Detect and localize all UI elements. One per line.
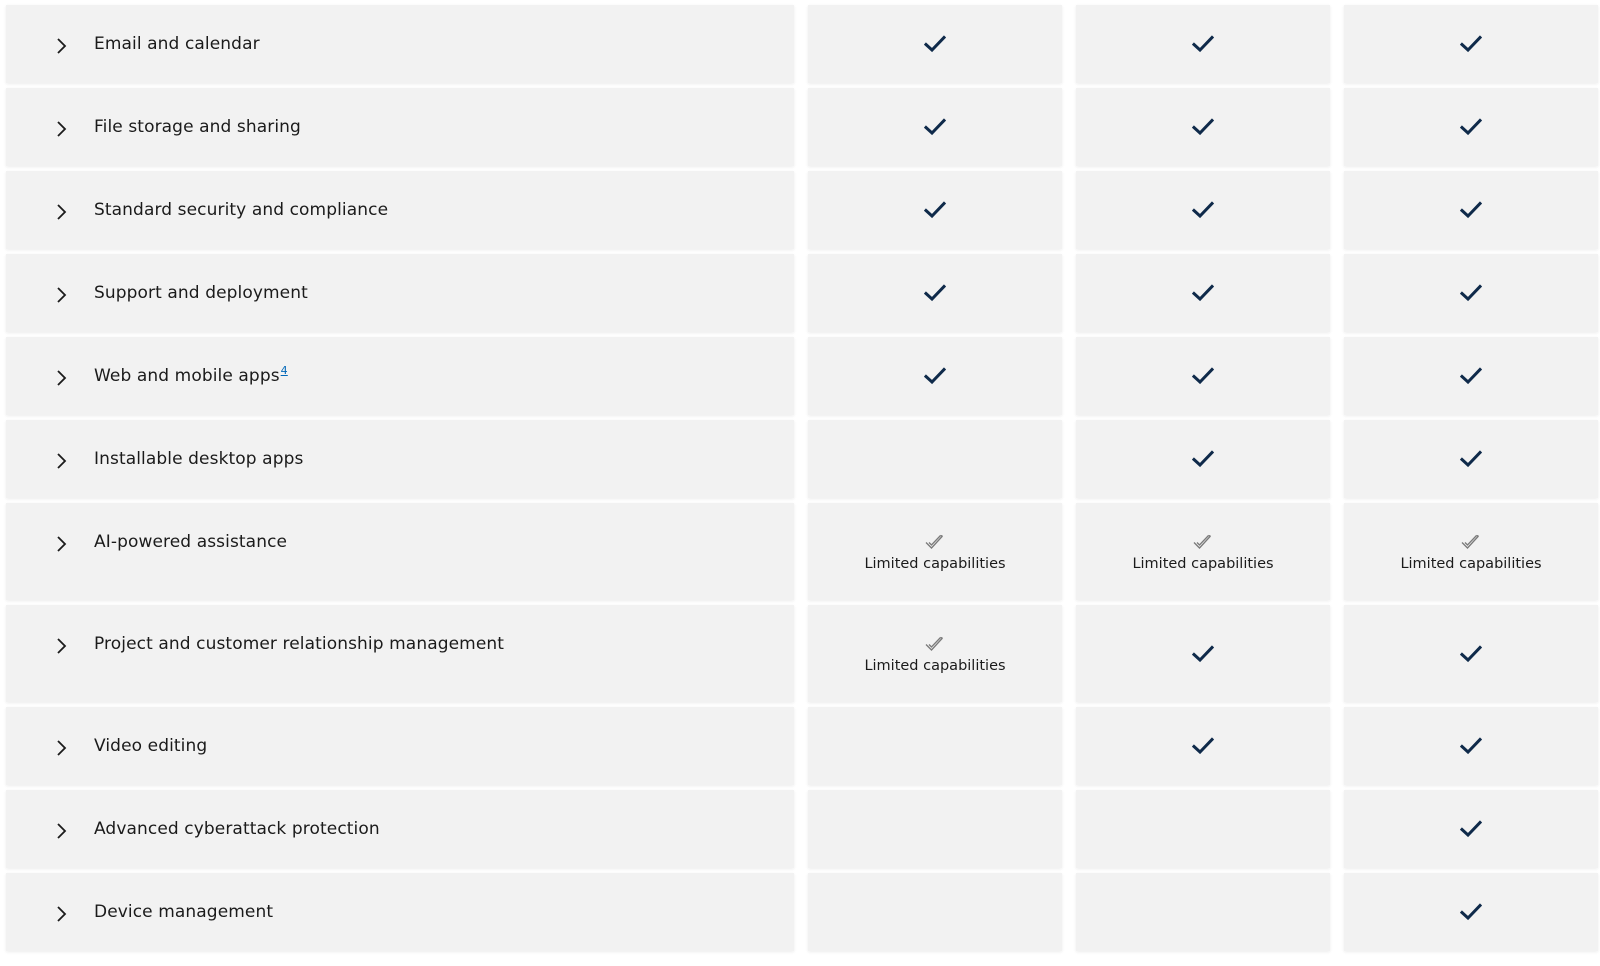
chevron-right-icon[interactable] — [52, 368, 72, 388]
feature-label — [94, 200, 388, 220]
feature-name: Web and mobile apps — [94, 366, 280, 386]
checkmark-icon — [1192, 645, 1214, 663]
feature-expander[interactable] — [6, 790, 794, 868]
feature-expander[interactable] — [6, 254, 794, 332]
chevron-right-icon[interactable] — [52, 451, 72, 471]
plan-3-cell — [1344, 503, 1598, 600]
feature-label — [94, 819, 380, 839]
plan-2-cell — [1076, 503, 1330, 600]
plan-1-cell — [808, 171, 1062, 249]
double-checkmark-outline-icon — [924, 533, 946, 551]
plan-3-cell — [1344, 5, 1598, 83]
plan-2-cell — [1076, 420, 1330, 498]
checkmark-icon — [1460, 284, 1482, 302]
feature-name: Device management — [94, 902, 274, 922]
limited-capabilities — [1076, 533, 1330, 572]
feature-label — [94, 736, 207, 756]
plan-1-cell — [808, 707, 1062, 785]
feature-expander[interactable] — [6, 605, 794, 702]
plan-2-cell — [1076, 707, 1330, 785]
feature-expander[interactable] — [6, 337, 794, 415]
table-row — [0, 873, 1600, 951]
checkmark-icon — [924, 284, 946, 302]
limited-capabilities-label: Limited capabilities — [1400, 556, 1542, 572]
plan-3-cell — [1344, 337, 1598, 415]
limited-capabilities-label: Limited capabilities — [864, 658, 1006, 674]
limited-capabilities-label: Limited capabilities — [864, 556, 1006, 572]
plan-2-cell — [1076, 171, 1330, 249]
plan-3-cell — [1344, 707, 1598, 785]
plan-2-cell — [1076, 5, 1330, 83]
plan-3-cell — [1344, 420, 1598, 498]
table-row — [0, 420, 1600, 498]
feature-name: File storage and sharing — [94, 117, 301, 137]
checkmark-icon — [1192, 737, 1214, 755]
checkmark-icon — [924, 201, 946, 219]
limited-capabilities — [808, 635, 1062, 674]
chevron-right-icon[interactable] — [52, 636, 72, 656]
plan-2-cell — [1076, 873, 1330, 951]
feature-label — [94, 532, 287, 552]
chevron-right-icon[interactable] — [52, 285, 72, 305]
feature-name: Standard security and compliance — [94, 200, 389, 220]
plan-2-cell — [1076, 254, 1330, 332]
checkmark-icon — [1460, 450, 1482, 468]
feature-label — [94, 283, 308, 303]
plan-1-cell — [808, 254, 1062, 332]
feature-label — [94, 902, 273, 922]
feature-expander[interactable] — [6, 707, 794, 785]
checkmark-icon — [1192, 118, 1214, 136]
table-row — [0, 605, 1600, 702]
plan-3-cell — [1344, 790, 1598, 868]
table-row — [0, 790, 1600, 868]
limited-capabilities-label: Limited capabilities — [1132, 556, 1274, 572]
feature-label — [94, 634, 504, 654]
checkmark-icon — [1460, 645, 1482, 663]
table-row — [0, 337, 1600, 415]
table-row — [0, 503, 1600, 600]
double-checkmark-outline-icon — [1460, 533, 1482, 551]
checkmark-icon — [1460, 367, 1482, 385]
plan-1-cell — [808, 88, 1062, 166]
plan-3-cell — [1344, 254, 1598, 332]
feature-expander[interactable] — [6, 503, 794, 600]
feature-label — [94, 366, 288, 386]
plan-2-cell — [1076, 790, 1330, 868]
feature-expander[interactable] — [6, 873, 794, 951]
plan-2-cell — [1076, 605, 1330, 702]
feature-name: Advanced cyberattack protection — [94, 819, 380, 839]
plan-1-cell — [808, 605, 1062, 702]
chevron-right-icon[interactable] — [52, 904, 72, 924]
checkmark-icon — [1460, 35, 1482, 53]
table-row — [0, 707, 1600, 785]
footnote-link[interactable]: 4 — [280, 364, 288, 377]
checkmark-icon — [924, 118, 946, 136]
plan-2-cell — [1076, 337, 1330, 415]
feature-name: Support and deployment — [94, 283, 308, 303]
plan-1-cell — [808, 503, 1062, 600]
table-row — [0, 5, 1600, 83]
feature-expander[interactable] — [6, 5, 794, 83]
table-row — [0, 171, 1600, 249]
checkmark-icon — [924, 35, 946, 53]
plan-1-cell — [808, 420, 1062, 498]
feature-name: Project and customer relationship management — [94, 634, 505, 654]
limited-capabilities — [808, 533, 1062, 572]
feature-name: AI-powered assistance — [94, 532, 288, 552]
checkmark-icon — [1192, 284, 1214, 302]
plan-1-cell — [808, 5, 1062, 83]
feature-expander[interactable] — [6, 171, 794, 249]
checkmark-icon — [1460, 118, 1482, 136]
feature-expander[interactable] — [6, 88, 794, 166]
checkmark-icon — [1460, 201, 1482, 219]
feature-label — [94, 34, 260, 54]
double-checkmark-outline-icon — [1192, 533, 1214, 551]
feature-name: Video editing — [94, 736, 208, 756]
plan-1-cell — [808, 790, 1062, 868]
table-row — [0, 88, 1600, 166]
checkmark-icon — [1192, 450, 1214, 468]
plan-3-cell — [1344, 88, 1598, 166]
feature-expander[interactable] — [6, 420, 794, 498]
chevron-right-icon[interactable] — [52, 821, 72, 841]
checkmark-icon — [1460, 737, 1482, 755]
checkmark-icon — [924, 367, 946, 385]
plan-3-cell — [1344, 605, 1598, 702]
plan-1-cell — [808, 337, 1062, 415]
chevron-right-icon[interactable] — [52, 534, 72, 554]
checkmark-icon — [1192, 367, 1214, 385]
chevron-right-icon[interactable] — [52, 36, 72, 56]
checkmark-icon — [1460, 820, 1482, 838]
plan-1-cell — [808, 873, 1062, 951]
plan-2-cell — [1076, 88, 1330, 166]
chevron-right-icon[interactable] — [52, 738, 72, 758]
limited-capabilities — [1344, 533, 1598, 572]
chevron-right-icon[interactable] — [52, 119, 72, 139]
double-checkmark-outline-icon — [924, 635, 946, 653]
checkmark-icon — [1192, 201, 1214, 219]
checkmark-icon — [1460, 903, 1482, 921]
table-row — [0, 254, 1600, 332]
feature-name: Email and calendar — [94, 34, 260, 54]
plan-3-cell — [1344, 171, 1598, 249]
feature-label — [94, 449, 303, 469]
checkmark-icon — [1192, 35, 1214, 53]
plan-3-cell — [1344, 873, 1598, 951]
feature-label — [94, 117, 301, 137]
chevron-right-icon[interactable] — [52, 202, 72, 222]
feature-name: Installable desktop apps — [94, 449, 304, 469]
